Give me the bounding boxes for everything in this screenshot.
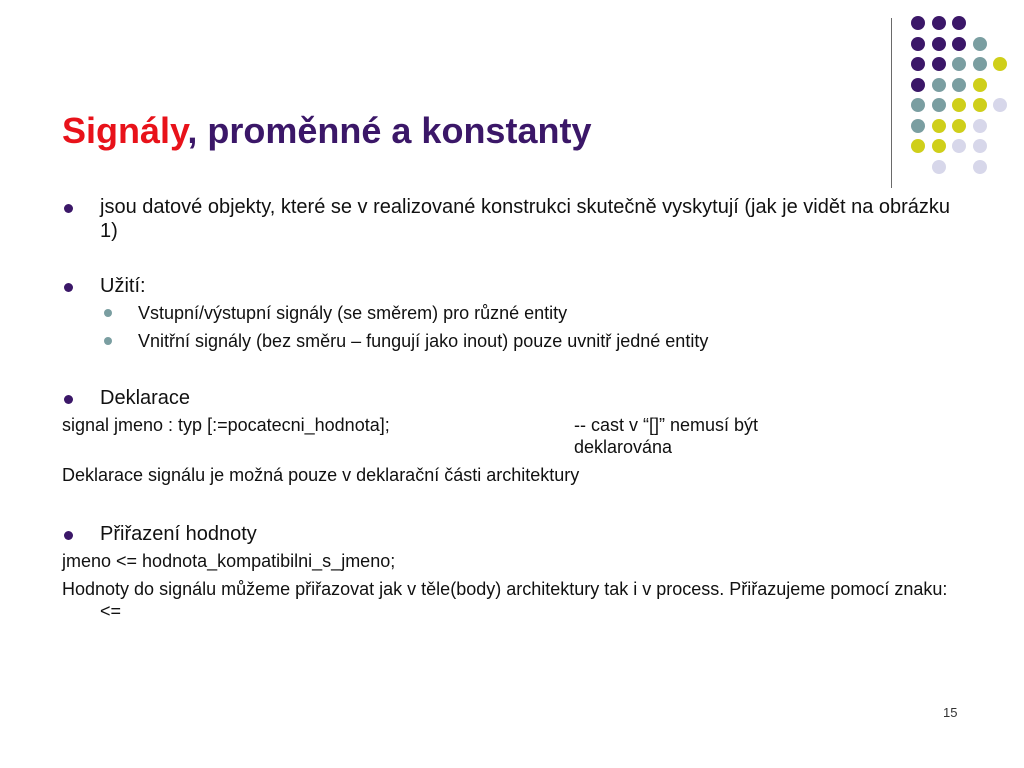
decorative-dot (932, 78, 946, 92)
declaration-row (62, 414, 962, 458)
decorative-dot (911, 37, 925, 51)
decorative-dot (932, 37, 946, 51)
decorative-dot (973, 119, 987, 133)
decorative-dot (993, 98, 1007, 112)
sub-bullet-internal-signals: Vnitřní signály (bez směru – fungují jako inout) pouze uvnitř jedné entity (62, 330, 962, 352)
decorative-dot (952, 119, 966, 133)
decorative-dot (952, 78, 966, 92)
decorative-dot (952, 16, 966, 30)
decorative-dot (932, 139, 946, 153)
bullet-assignment: Přiřazení hodnoty (62, 522, 962, 546)
title-highlight: Signály (62, 110, 188, 151)
bullet-definition: jsou datové objekty, které se v realizované konstrukci skutečně vyskytují (jak je vidět na obrázku 1) (62, 195, 962, 243)
slide-title (62, 110, 591, 152)
decorative-dot (932, 16, 946, 30)
declaration-comment: -- cast v “[]” nemusí být deklarována (574, 415, 759, 457)
decorative-dot (932, 98, 946, 112)
page-number: 15 (943, 705, 958, 720)
decorative-dot (993, 57, 1007, 71)
decorative-divider (891, 18, 892, 188)
decorative-dot (973, 98, 987, 112)
decorative-dot (911, 16, 925, 30)
decorative-dot (973, 160, 987, 174)
decorative-dot (952, 37, 966, 51)
decorative-dot (973, 37, 987, 51)
decorative-dot (932, 160, 946, 174)
decorative-dot (932, 57, 946, 71)
bullet-usage: Užití: (62, 274, 962, 298)
declaration-code: signal jmeno : typ [:=pocatecni_hodnota]; (62, 415, 390, 435)
slide-body (62, 195, 962, 628)
decorative-dot (973, 57, 987, 71)
decorative-dot (952, 139, 966, 153)
decorative-dot (952, 98, 966, 112)
decorative-dot (911, 119, 925, 133)
sub-bullet-io-signals: Vstupní/výstupní signály (se směrem) pro různé entity (62, 302, 962, 324)
decorative-dot (911, 57, 925, 71)
assignment-note: Hodnoty do signálu můžeme přiřazovat jak v těle(body) architektury tak i v process. Přiřazujeme pomocí znaku: <= (62, 579, 948, 621)
decorative-dot-grid (0, 0, 1024, 200)
assignment-code: jmeno <= hodnota_kompatibilni_s_jmeno; (62, 551, 396, 571)
decorative-dot (911, 139, 925, 153)
decorative-dot (932, 119, 946, 133)
decorative-dot (973, 139, 987, 153)
decorative-dot (911, 98, 925, 112)
declaration-note: Deklarace signálu je možná pouze v deklarační části architektury (62, 465, 580, 485)
decorative-dot (911, 78, 925, 92)
decorative-dot (952, 57, 966, 71)
bullet-declaration: Deklarace (62, 386, 962, 410)
decorative-dot (973, 78, 987, 92)
title-rest: , proměnné a konstanty (187, 110, 592, 151)
